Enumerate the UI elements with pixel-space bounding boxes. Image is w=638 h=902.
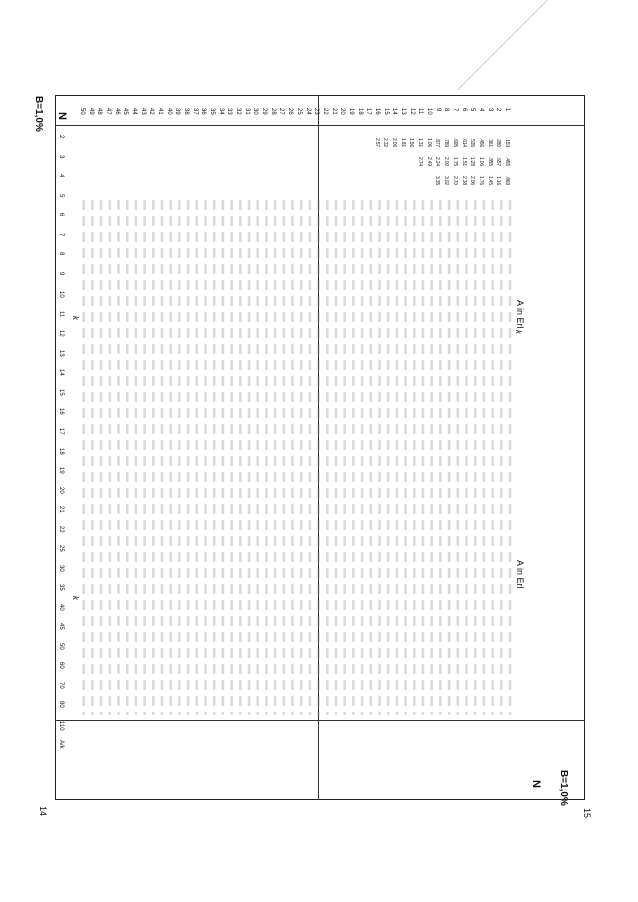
table-cell: 2.49 <box>425 157 432 166</box>
n-row-label: 35 <box>209 108 216 115</box>
k-label-top: k <box>514 330 523 334</box>
table-cell: .456 <box>477 138 484 147</box>
k-column-header: 3 <box>58 154 64 158</box>
n-row-label: 15 <box>382 108 389 115</box>
n-row-label: 4 <box>477 108 484 112</box>
n-row-label: 33 <box>226 108 233 115</box>
table-cell: .695 <box>451 138 458 147</box>
n-row-label: 40 <box>165 108 172 115</box>
k-column-header: 110 <box>58 720 64 731</box>
n-row-label: 47 <box>105 108 112 115</box>
k-column-header: 21 <box>58 506 64 513</box>
n-row-label: 24 <box>304 108 311 115</box>
k-column-header: 12 <box>58 330 64 337</box>
table-cell: 3.02 <box>443 176 450 185</box>
k-column-header: 20 <box>58 486 64 494</box>
table-cell: .153 <box>504 138 510 147</box>
n-row-label: 30 <box>252 108 259 115</box>
n-row-label: 36 <box>200 108 207 115</box>
n-row-label: 31 <box>243 108 250 115</box>
table-cell: 1.75 <box>451 157 458 166</box>
k-label-left: k <box>71 316 80 320</box>
axis-label-bottom: A in Erl <box>515 560 525 589</box>
n-row-label: 45 <box>122 108 129 115</box>
n-row-label: 34 <box>217 108 224 115</box>
table-cell: 2.00 <box>443 157 450 166</box>
n-row-label: 42 <box>148 108 155 115</box>
n-row-label: 38 <box>183 108 190 115</box>
k-column-header: 19 <box>58 467 64 474</box>
k-column-header: 30 <box>58 564 64 572</box>
n-row-label: 22 <box>321 108 328 115</box>
n-row-label: 5 <box>469 108 476 112</box>
k-column-header: 70 <box>58 681 64 689</box>
n-row-label: 8 <box>443 108 450 112</box>
k-column-header: 6 <box>58 213 64 217</box>
n-row-label: 48 <box>96 108 103 115</box>
k-column-header: 45 <box>58 623 64 630</box>
table-cell: .869 <box>504 176 510 185</box>
k-column-header: 60 <box>58 662 64 670</box>
n-row-label: 6 <box>460 108 467 112</box>
n-row-label: 11 <box>417 108 424 115</box>
table-cell: .657 <box>495 157 502 166</box>
n-row-label: 46 <box>113 108 120 115</box>
n-row-label: 29 <box>261 108 268 115</box>
k-column-header: 25 <box>58 545 64 552</box>
table-cell: 1.81 <box>399 138 406 147</box>
n-row-label: 1 <box>504 108 510 112</box>
table-cell: 1.16 <box>495 176 502 185</box>
table-cell: 2.70 <box>451 176 458 185</box>
table-cell: 1.56 <box>408 138 415 147</box>
k-column-header: 10 <box>58 291 64 298</box>
k-column-header: 4 <box>58 174 64 178</box>
table-cell: .614 <box>460 138 467 147</box>
n-row-label: 12 <box>408 108 415 115</box>
k-column-header: 2 <box>58 135 64 139</box>
table-cell: 1.28 <box>469 157 476 166</box>
n-row-label: 28 <box>269 108 276 115</box>
table-cell: 2.32 <box>382 138 389 147</box>
table-cell: 2.06 <box>390 138 397 147</box>
k-column-header: 16 <box>58 408 64 416</box>
n-row-label: 43 <box>139 108 146 115</box>
n-row-label: 27 <box>278 108 285 115</box>
left-title: B=1,0% <box>33 96 44 132</box>
k-column-header: 5 <box>58 193 64 197</box>
n-row-label: 16 <box>373 108 380 115</box>
k-label-left-2: k <box>71 596 80 600</box>
n-row-label: 49 <box>87 108 94 115</box>
k-column-header: 17 <box>58 427 64 435</box>
n-label-top: N <box>56 112 68 120</box>
k-column-header: 40 <box>58 603 64 611</box>
table-cell: 2.06 <box>469 176 476 185</box>
table-cell: 1.31 <box>417 138 423 147</box>
n-row-label: 13 <box>399 108 406 115</box>
table-cell: .855 <box>486 157 493 166</box>
table-cell: 2.38 <box>460 176 467 185</box>
table-cell: 1.51 <box>460 157 467 166</box>
table-cell: 1.06 <box>425 138 432 147</box>
n-row-label: 32 <box>235 108 242 115</box>
right-title: B=1,0% <box>558 770 569 806</box>
n-row-label: 9 <box>434 108 441 112</box>
n-row-label: 17 <box>365 108 372 115</box>
page-number-right: 15 <box>582 807 593 819</box>
table-cell: 2.57 <box>373 138 380 147</box>
n-row-label: 20 <box>339 108 346 115</box>
n-row-label: 18 <box>356 108 363 115</box>
table-cell: .280 <box>495 138 502 147</box>
table-cell: 1.45 <box>486 176 493 185</box>
table-cell: 2.74 <box>417 157 423 166</box>
n-row-label: 19 <box>347 108 354 115</box>
page-number-left: 14 <box>38 805 49 817</box>
table-cell: .455 <box>504 157 510 166</box>
n-row-label: 14 <box>391 108 398 115</box>
n-row-label: 21 <box>330 108 337 115</box>
table-cell: .361 <box>486 138 493 147</box>
table-cell: .877 <box>434 138 441 147</box>
n-row-label: 37 <box>191 108 198 115</box>
k-column-header: 9 <box>58 271 64 276</box>
n-label-bottom: N <box>530 780 542 788</box>
k-column-header: 15 <box>58 388 64 396</box>
n-row-label: 50 <box>79 108 85 115</box>
k-column-header: A/k <box>58 740 64 750</box>
k-column-header: 11 <box>58 310 64 318</box>
n-row-label: 26 <box>287 108 294 115</box>
n-row-label: 39 <box>174 108 181 115</box>
n-row-label: 10 <box>425 108 432 115</box>
k-column-header: 18 <box>58 447 64 455</box>
table-cell: .535 <box>469 138 476 147</box>
k-column-header: 14 <box>58 369 64 377</box>
k-column-header: 8 <box>58 252 64 256</box>
k-column-header: 13 <box>58 349 64 357</box>
n-row-label: 2 <box>495 108 502 112</box>
table-cell: 3.35 <box>434 176 441 185</box>
table-cell: .789 <box>443 138 450 147</box>
k-column-header: 22 <box>58 525 64 533</box>
table-cell: 1.06 <box>477 157 484 166</box>
k-column-header: 7 <box>58 232 64 236</box>
axis-label-top: A in Erl <box>515 300 525 329</box>
n-row-label: 3 <box>486 108 493 112</box>
k-column-header: 50 <box>58 642 64 650</box>
n-row-label: 23 <box>313 108 320 115</box>
n-row-label: 41 <box>157 108 164 115</box>
n-row-label: 44 <box>131 108 138 115</box>
k-column-header: 80 <box>58 701 64 709</box>
k-column-header: 35 <box>58 584 64 591</box>
n-row-label: 25 <box>295 108 302 115</box>
n-row-label: 7 <box>451 108 458 112</box>
table-cell: 1.76 <box>477 176 484 185</box>
table-cell: 2.24 <box>434 157 441 166</box>
